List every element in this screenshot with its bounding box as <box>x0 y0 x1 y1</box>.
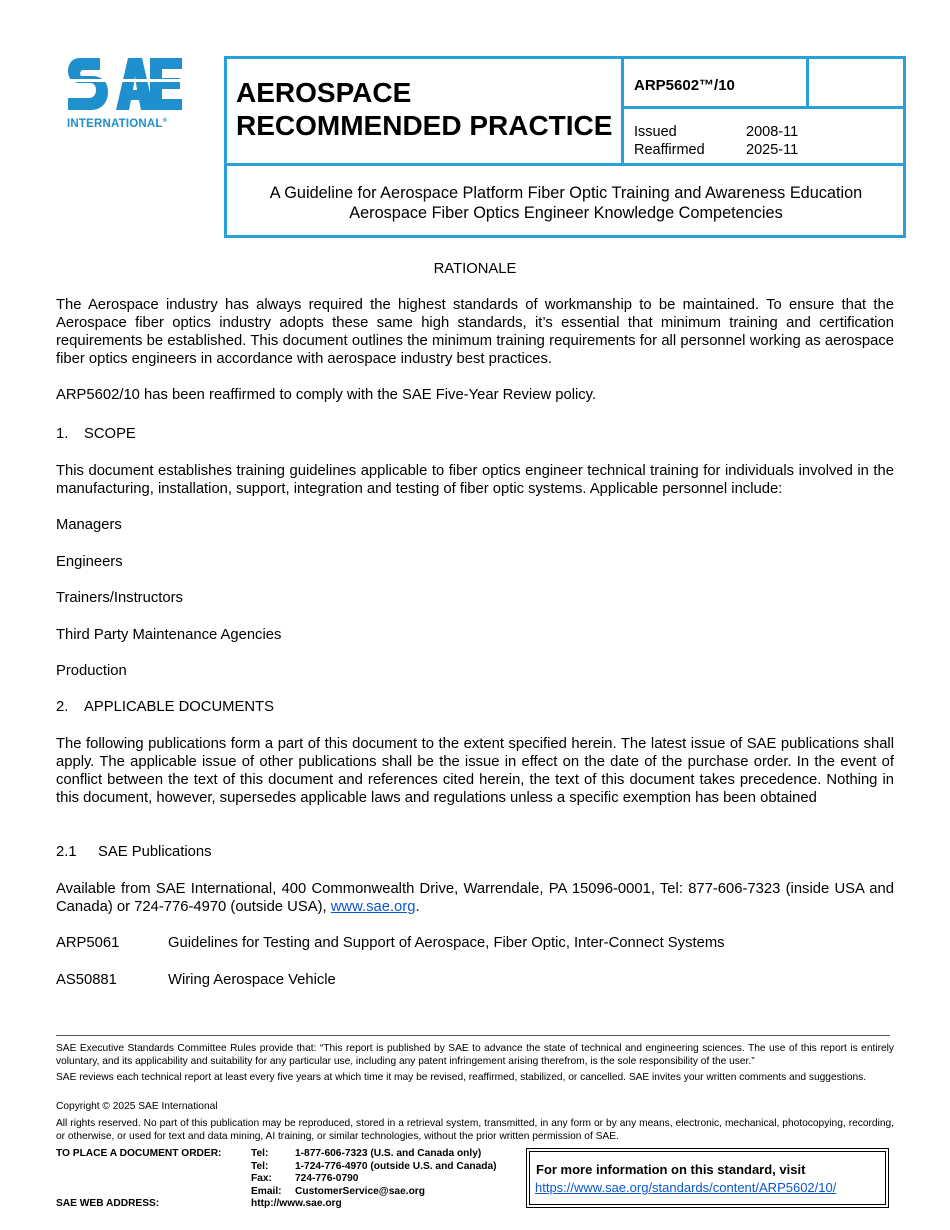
sae-website-link[interactable]: www.sae.org <box>330 899 416 915</box>
logo-letter-a <box>116 58 154 110</box>
reference-row: AS50881 Wiring Aerospace Vehicle <box>56 972 336 988</box>
header-divider <box>224 163 906 166</box>
copyright-notice: Copyright © 2025 SAE International <box>56 1101 218 1112</box>
sae-publications-heading: 2.1 SAE Publications <box>56 844 212 860</box>
availability-paragraph: Available from SAE International, 400 Commonwealth Drive, Warrendale, PA 15096-0001, Tel: 877-606-7323 (inside USA and Canada) or 724-776-4970 (outside USA), www.sae.org. <box>56 881 894 915</box>
document-title: A Guideline for Aerospace Platform Fiber Optic Training and Awareness Education Aerospace Fiber Optics Engineer Knowledge Competencies <box>269 184 863 222</box>
rules-notice: SAE Executive Standards Committee Rules provide that: “This report is published by SAE to advance the state of technical and engineering sciences. The use of this report is entirely voluntary, and its applicability and suitability for any particular use, including any patent infringement arising therefrom, is the sole responsibility of the user.” <box>56 1043 894 1067</box>
reference-row: ARP5061 Guidelines for Testing and Support of Aerospace, Fiber Optic, Inter-Connect Systems <box>56 935 725 951</box>
logo-letter-s <box>68 58 108 110</box>
standard-info-link[interactable]: https://www.sae.org/standards/content/ARP5602/10/ <box>535 1180 837 1195</box>
list-item: Trainers/Instructors <box>56 590 183 606</box>
more-info-title: For more information on this standard, visit <box>536 1162 806 1177</box>
document-number: ARP5602™/10 <box>634 77 735 94</box>
applicable-documents-heading: 2. APPLICABLE DOCUMENTS <box>56 699 274 715</box>
footer-divider <box>56 1035 890 1036</box>
rights-notice: All rights reserved. No part of this publication may be reproduced, stored in a retrieval system, transmitted, in any form or by any means, electronic, mechanical, photocopying, recording, or otherwise, or used for text and data mining, AI training, or similar technologies, without the prior written permission of SAE. <box>56 1118 894 1142</box>
scope-paragraph: This document establishes training guidelines applicable to fiber optics engineer technical training for individuals involved in the manufacturing, installation, support, integration and testing of fiber optic systems. Applicable personnel include: <box>56 463 894 497</box>
header-divider <box>621 106 906 109</box>
web-address[interactable]: http://www.sae.org <box>251 1198 342 1209</box>
document-dates: Issued 2008-11 Reaffirmed 2025-11 <box>634 124 799 158</box>
list-item: Third Party Maintenance Agencies <box>56 627 282 643</box>
list-item: Managers <box>56 517 122 533</box>
rationale-heading: RATIONALE <box>433 261 517 277</box>
sae-logo <box>66 52 182 114</box>
document-type: AEROSPACE RECOMMENDED PRACTICE <box>236 77 613 141</box>
order-labels: TO PLACE A DOCUMENT ORDER: SAE WEB ADDRESS: <box>56 1148 222 1209</box>
review-notice: SAE reviews each technical report at least every five years at which time it may be revised, reaffirmed, stabilized, or cancelled. SAE invites your written comments and suggestions. <box>56 1072 867 1083</box>
list-item: Engineers <box>56 554 123 570</box>
more-info-box <box>526 1148 889 1208</box>
logo-international-text: INTERNATIONAL® <box>67 118 168 130</box>
contact-list: Tel: 1-877-606-7323 (U.S. and Canada only) Tel: 1-724-776-4970 (outside U.S. and Canada) Fax: 724-776-0790 Email: CustomerService@sae.org http://www.sae.org <box>251 1148 497 1209</box>
email-link[interactable]: CustomerService@sae.org <box>295 1185 425 1197</box>
applicable-documents-paragraph: The following publications form a part of this document to the extent specified herein. The latest issue of SAE publications shall apply. The applicable issue of other publications shall be the issue in effect on the date of the purchase order. In the event of conflict between the text of this document and references cited herein, the text of this document takes precedence. Nothing in this document, however, supersedes applicable laws and regulations unless a specific exemption has been obtained <box>56 736 894 806</box>
scope-heading: 1. SCOPE <box>56 426 136 442</box>
header-divider <box>806 56 809 108</box>
rationale-paragraph: The Aerospace industry has always required the highest standards of workmanship to be maintained. To ensure that the Aerospace fiber optics industry adopts these same high standards, it’s essential that minimum training and certification requirements be established. This document outlines the minimum training requirements for all personnel working as aerospace fiber optics engineers in accordance with aerospace industry best practices. <box>56 297 894 367</box>
header-divider <box>621 56 624 166</box>
list-item: Production <box>56 663 127 679</box>
logo-letter-e <box>150 58 182 110</box>
reaffirm-paragraph: ARP5602/10 has been reaffirmed to comply with the SAE Five-Year Review policy. <box>56 387 597 403</box>
